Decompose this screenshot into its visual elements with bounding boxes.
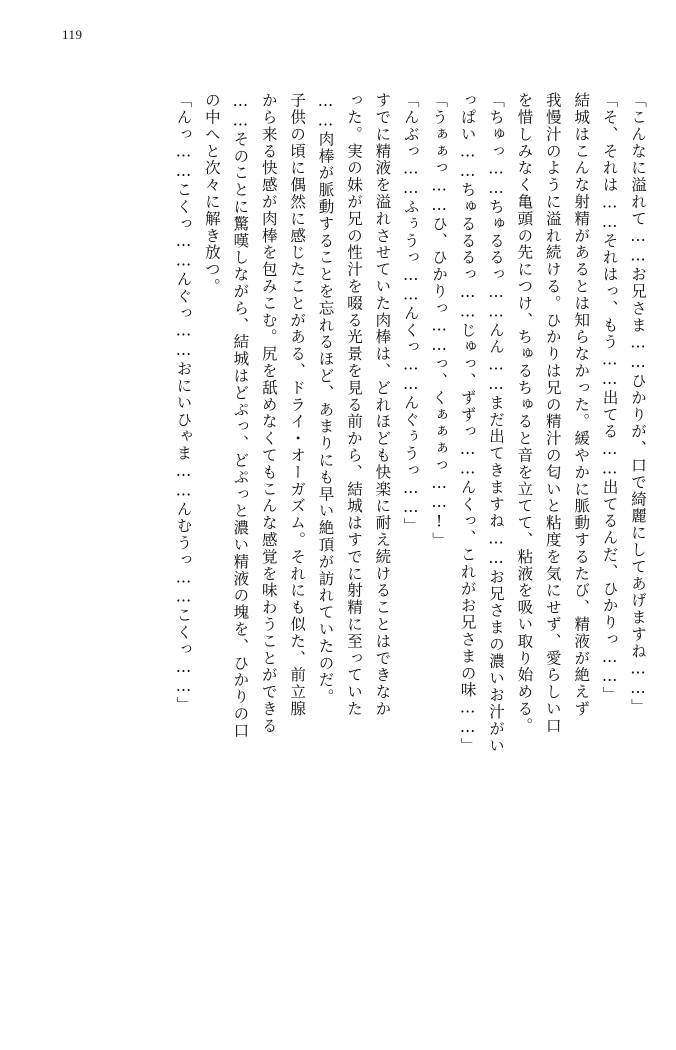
text-column: すでに精液を溢れさせていた肉棒は、どれほども快楽に耐え続けることはできなか — [373, 92, 392, 718]
text-column: ……そのことに驚嘆しながら、結城はどぷっ、どぷっと濃い精液の塊を、ひかりの口 — [231, 92, 250, 740]
text-column: った。実の妹が兄の性汁を啜る光景を見る前から、結城はすでに射精に至っていた — [344, 92, 363, 718]
text-column: 「んぶっ……ふぅうっ……んくっ……んぐぅうっ……」 — [401, 92, 420, 535]
text-column: から来る快感が肉棒を包みこむ。尻を舐めなくてもこんな感覚を味わうことができる — [259, 92, 278, 735]
text-column: 「こんなに溢れて……お兄さま……ひかりが、口で綺麗にしてあげますね……」 — [629, 92, 647, 716]
text-column: 「んっ……こくっ……んぐっ……おにいひゃま……んむうっ……こくっ……」 — [174, 92, 193, 714]
text-column: 「そ、それは……それはっ、もう……出てる……出てるんだ、ひかりっ……」 — [600, 92, 619, 704]
text-column: 子供の頃に偶然に感じたことがある、ドライ・オーガズム。それにも似た、前立腺 — [288, 92, 307, 718]
text-column: を惜しみなく亀頭の先につけ、ちゅるちゅると音を立てて、粘液を吸い取り始める。 — [515, 92, 534, 735]
text-column: っぱい……ちゅるるるっ……じゅっ、ずずっ……んくっ、これがお兄さまの味……」 — [458, 92, 477, 755]
text-column: 「ちゅっ……ちゅるるっ……んん……まだ出てきますね……お兄さまの濃いお汁がい — [486, 92, 505, 755]
text-column: 我慢汁のように溢れ続ける。ひかりは兄の精汁の匂いと粘度を気にせず、愛らしい口 — [543, 92, 562, 735]
vertical-text-body — [24, 92, 652, 1022]
text-column: 「うぁぁっ……ひ、ひかりっ……っ、くぁぁぁっ……!」 — [430, 92, 449, 549]
text-column: ……肉棒が脈動することを忘れるほど、あまりにも早い絶頂が訪れていたのだ。 — [316, 92, 335, 706]
text-column: 結城はこんな射精があるとは知らなかった。緩やかに脈動するたび、精液が絶えず — [572, 92, 591, 718]
page-number: 119 — [62, 27, 83, 42]
text-column: の中へと次々に解き放つ。 — [202, 92, 221, 295]
